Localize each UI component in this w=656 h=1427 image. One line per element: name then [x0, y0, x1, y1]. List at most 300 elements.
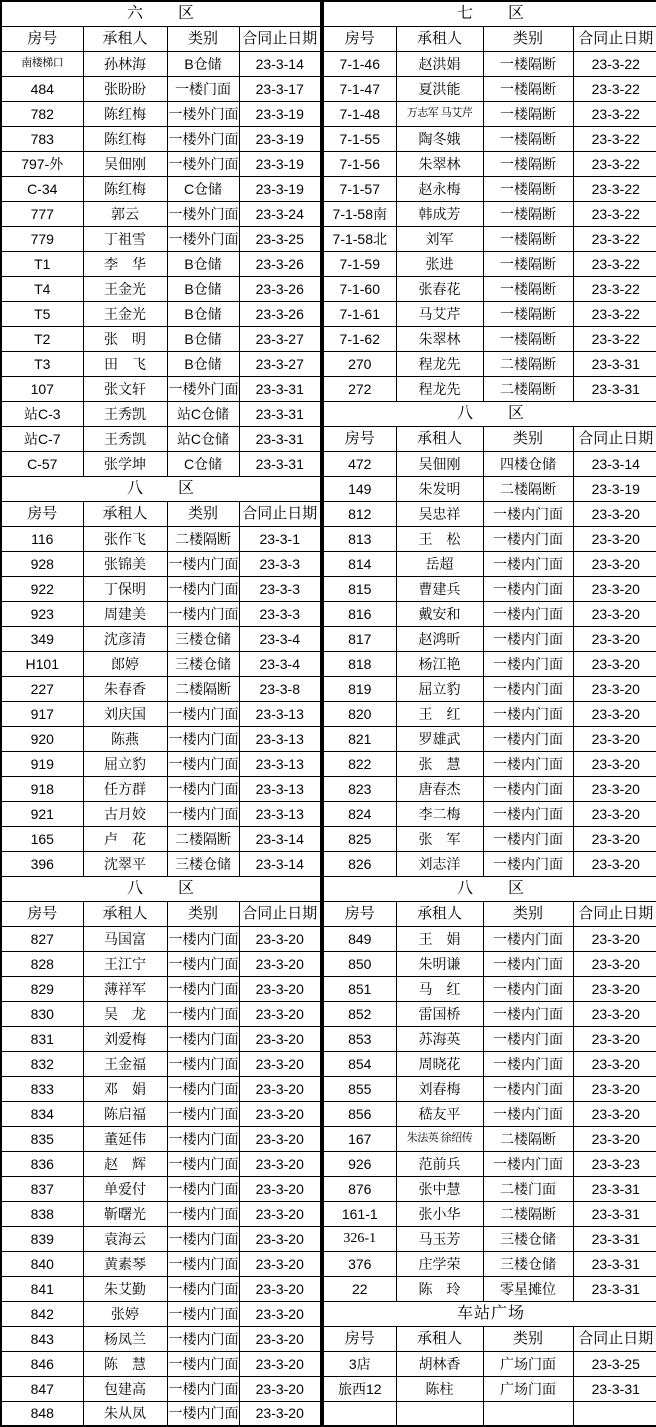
table-row	[1, 1301, 321, 1326]
section-title-row	[1, 1, 321, 26]
cell-contract-end-date: 23-3-31	[573, 376, 656, 401]
table-row	[1, 251, 321, 276]
cell-tenant-name: 曹建兵	[396, 576, 483, 601]
cell-room-number: 817	[323, 626, 396, 651]
table-row	[323, 1051, 656, 1076]
cell-tenant-name: 张 慧	[396, 751, 483, 776]
cell-contract-end-date: 23-3-31	[573, 1251, 656, 1276]
cell-room-number: 825	[323, 826, 396, 851]
cell-contract-end-date: 23-3-20	[239, 1001, 321, 1026]
column-header-row	[323, 26, 656, 51]
cell-room-number: 813	[323, 526, 396, 551]
cell-category: B仓储	[167, 351, 239, 376]
cell-room-number: 107	[1, 376, 83, 401]
cell-category: 一楼内门面	[167, 1301, 239, 1326]
column-header: 类别	[167, 901, 239, 926]
cell-tenant-name: 吴忠祥	[396, 501, 483, 526]
table-row	[323, 801, 656, 826]
cell-contract-end-date: 23-3-20	[239, 1076, 321, 1101]
cell-room-number: 876	[323, 1176, 396, 1201]
table-row	[1, 1001, 321, 1026]
cell-room-number: 831	[1, 1026, 83, 1051]
cell-room-number: 833	[1, 1076, 83, 1101]
cell-category: 一楼内门面	[483, 701, 573, 726]
cell-contract-end-date: 23-3-22	[573, 51, 656, 76]
cell-contract-end-date: 23-3-14	[239, 51, 321, 76]
cell-category: 一楼外门面	[167, 151, 239, 176]
cell-category: 一楼内门面	[167, 601, 239, 626]
cell-category: 三楼仓储	[483, 1226, 573, 1251]
cell-category: 广场门面	[483, 1376, 573, 1401]
cell-category: 一楼隔断	[483, 176, 573, 201]
cell-category: 二楼隔断	[483, 476, 573, 501]
cell-category: 一楼隔断	[483, 76, 573, 101]
cell-room-number: 837	[1, 1176, 83, 1201]
cell-tenant-name: 包建高	[83, 1376, 167, 1401]
table-row	[1, 1076, 321, 1101]
cell-tenant-name: 朱法英 徐绍传	[396, 1126, 483, 1151]
cell-tenant-name: 李 华	[83, 251, 167, 276]
cell-tenant-name: 靳曙光	[83, 1201, 167, 1226]
cell-tenant-name: 王金光	[83, 301, 167, 326]
table-row	[323, 776, 656, 801]
cell-contract-end-date: 23-3-14	[239, 851, 321, 876]
cell-contract-end-date: 23-3-31	[239, 426, 321, 451]
cell-contract-end-date: 23-3-24	[239, 201, 321, 226]
table-row	[1, 1326, 321, 1351]
cell-room-number: H101	[1, 651, 83, 676]
cell-room-number: 7-1-60	[323, 276, 396, 301]
cell-contract-end-date: 23-3-20	[573, 951, 656, 976]
cell-tenant-name: 朱明谦	[396, 951, 483, 976]
cell-tenant-name: 朱发明	[396, 476, 483, 501]
column-header: 类别	[483, 1326, 573, 1351]
cell-contract-end-date: 23-3-26	[239, 251, 321, 276]
cell-category: 一楼内门面	[167, 1001, 239, 1026]
cell-tenant-name: 张 军	[396, 826, 483, 851]
cell-room-number: C-34	[1, 176, 83, 201]
cell-tenant-name: 张锦美	[83, 551, 167, 576]
table-row	[323, 1401, 656, 1426]
cell-tenant-name: 张进	[396, 251, 483, 276]
cell-room-number: 849	[323, 926, 396, 951]
column-header: 合同止日期	[573, 901, 656, 926]
cell-room-number: 站C-7	[1, 426, 83, 451]
cell-room-number: 854	[323, 1051, 396, 1076]
cell-contract-end-date: 23-3-31	[239, 376, 321, 401]
cell-contract-end-date: 23-3-19	[573, 476, 656, 501]
cell-contract-end-date: 23-3-20	[573, 751, 656, 776]
cell-contract-end-date: 23-3-31	[573, 1176, 656, 1201]
cell-room-number: 921	[1, 801, 83, 826]
cell-room-number	[323, 1401, 396, 1426]
table-row	[1, 326, 321, 351]
cell-category: 一楼隔断	[483, 126, 573, 151]
cell-category: 一楼内门面	[483, 1001, 573, 1026]
table-row	[323, 1126, 656, 1151]
cell-category: 一楼内门面	[483, 576, 573, 601]
cell-category: 一楼内门面	[483, 726, 573, 751]
cell-contract-end-date: 23-3-20	[573, 526, 656, 551]
table-row	[1, 151, 321, 176]
cell-tenant-name: 古月姣	[83, 801, 167, 826]
cell-tenant-name: 张文轩	[83, 376, 167, 401]
section-title-row	[323, 401, 656, 426]
cell-tenant-name: 王金福	[83, 1051, 167, 1076]
cell-tenant-name: 马玉芳	[396, 1226, 483, 1251]
table-row	[323, 926, 656, 951]
cell-category: 一楼内门面	[483, 751, 573, 776]
table-row	[323, 1251, 656, 1276]
cell-room-number: T5	[1, 301, 83, 326]
table-row	[1, 401, 321, 426]
column-header: 类别	[167, 26, 239, 51]
cell-tenant-name: 陈红梅	[83, 126, 167, 151]
cell-contract-end-date: 23-3-19	[239, 176, 321, 201]
column-header: 房号	[1, 501, 83, 526]
cell-category: 一楼内门面	[167, 1076, 239, 1101]
cell-room-number: 848	[1, 1401, 83, 1426]
table-left	[0, 0, 322, 1427]
table-row	[323, 126, 656, 151]
table-row	[323, 551, 656, 576]
cell-room-number: 270	[323, 351, 396, 376]
cell-contract-end-date: 23-3-20	[239, 1026, 321, 1051]
cell-room-number: 779	[1, 226, 83, 251]
table-row	[323, 651, 656, 676]
cell-room-number: 376	[323, 1251, 396, 1276]
table-row	[1, 1201, 321, 1226]
column-header: 合同止日期	[573, 26, 656, 51]
cell-category: 站C仓储	[167, 401, 239, 426]
column-header-row	[1, 501, 321, 526]
column-header: 房号	[323, 901, 396, 926]
cell-category: 一楼内门面	[483, 551, 573, 576]
cell-contract-end-date: 23-3-20	[573, 826, 656, 851]
cell-room-number: 853	[323, 1026, 396, 1051]
cell-contract-end-date: 23-3-20	[239, 1276, 321, 1301]
cell-room-number: 823	[323, 776, 396, 801]
cell-room-number: 920	[1, 726, 83, 751]
cell-contract-end-date: 23-3-20	[239, 1376, 321, 1401]
cell-contract-end-date: 23-3-20	[573, 1051, 656, 1076]
cell-contract-end-date: 23-3-25	[239, 226, 321, 251]
cell-room-number: 821	[323, 726, 396, 751]
cell-tenant-name: 赵永梅	[396, 176, 483, 201]
cell-tenant-name: 朱春香	[83, 676, 167, 701]
cell-room-number: 7-1-61	[323, 301, 396, 326]
cell-tenant-name: 单爱付	[83, 1176, 167, 1201]
cell-category: 三楼仓储	[167, 851, 239, 876]
section-title: 六 区	[1, 1, 321, 26]
column-header: 承租人	[83, 26, 167, 51]
table-row	[1, 951, 321, 976]
cell-category: 一楼隔断	[483, 301, 573, 326]
table-row	[1, 451, 321, 476]
cell-category: 二楼隔断	[167, 526, 239, 551]
cell-category: 一楼隔断	[483, 326, 573, 351]
cell-category: 一楼内门面	[483, 1101, 573, 1126]
cell-tenant-name: 丁保明	[83, 576, 167, 601]
table-row	[323, 1201, 656, 1226]
cell-tenant-name: 周建美	[83, 601, 167, 626]
cell-tenant-name: 王江宁	[83, 951, 167, 976]
cell-tenant-name: 王 娟	[396, 926, 483, 951]
cell-tenant-name: 朱艾勤	[83, 1276, 167, 1301]
cell-tenant-name: 王秀凯	[83, 401, 167, 426]
cell-category: 一楼隔断	[483, 251, 573, 276]
column-header: 承租人	[396, 426, 483, 451]
section-title: 七 区	[323, 1, 656, 26]
section-title: 八 区	[1, 476, 321, 501]
cell-contract-end-date: 23-3-8	[239, 676, 321, 701]
cell-contract-end-date: 23-3-20	[573, 1101, 656, 1126]
cell-category: 零星摊位	[483, 1276, 573, 1301]
cell-contract-end-date: 23-3-31	[573, 1376, 656, 1401]
cell-tenant-name: 嵇友平	[396, 1101, 483, 1126]
cell-tenant-name: 邓 娟	[83, 1076, 167, 1101]
cell-tenant-name: 刘军	[396, 226, 483, 251]
cell-room-number: 828	[1, 951, 83, 976]
cell-tenant-name: 陈红梅	[83, 176, 167, 201]
table-row	[1, 1101, 321, 1126]
cell-room-number: 926	[323, 1151, 396, 1176]
column-header: 房号	[323, 26, 396, 51]
cell-contract-end-date: 23-3-20	[573, 676, 656, 701]
cell-category: 一楼内门面	[167, 926, 239, 951]
cell-contract-end-date: 23-3-20	[573, 1026, 656, 1051]
cell-tenant-name: 周晓花	[396, 1051, 483, 1076]
section-title: 八 区	[323, 401, 656, 426]
cell-tenant-name: 刘庆国	[83, 701, 167, 726]
cell-tenant-name: 卢 花	[83, 826, 167, 851]
cell-category: 一楼门面	[167, 76, 239, 101]
cell-contract-end-date: 23-3-22	[573, 126, 656, 151]
cell-contract-end-date: 23-3-20	[239, 1326, 321, 1351]
section-title-row	[1, 876, 321, 901]
cell-room-number: 旅西12	[323, 1376, 396, 1401]
cell-category: B仓储	[167, 51, 239, 76]
cell-room-number: 站C-3	[1, 401, 83, 426]
cell-category: 一楼内门面	[167, 1101, 239, 1126]
cell-tenant-name: 丁祖雪	[83, 226, 167, 251]
cell-tenant-name	[396, 1401, 483, 1426]
cell-category: 站C仓储	[167, 426, 239, 451]
table-row	[323, 751, 656, 776]
cell-category: 一楼内门面	[167, 1326, 239, 1351]
cell-contract-end-date: 23-3-26	[239, 301, 321, 326]
table-row	[1, 726, 321, 751]
cell-tenant-name: 王金光	[83, 276, 167, 301]
table-row	[323, 376, 656, 401]
cell-category: 一楼外门面	[167, 226, 239, 251]
cell-tenant-name: 沈翠平	[83, 851, 167, 876]
cell-contract-end-date: 23-3-22	[573, 226, 656, 251]
cell-room-number: 7-1-47	[323, 76, 396, 101]
column-header: 承租人	[396, 1326, 483, 1351]
table-row	[1, 76, 321, 101]
cell-category: 一楼外门面	[167, 376, 239, 401]
cell-room-number: 832	[1, 1051, 83, 1076]
table-row	[323, 1151, 656, 1176]
table-row	[1, 1126, 321, 1151]
cell-category: 三楼仓储	[167, 626, 239, 651]
cell-tenant-name: 朱翠林	[396, 326, 483, 351]
cell-room-number: T2	[1, 326, 83, 351]
cell-contract-end-date: 23-3-4	[239, 651, 321, 676]
section-title-row	[323, 1301, 656, 1326]
cell-category: 一楼内门面	[167, 801, 239, 826]
cell-contract-end-date: 23-3-20	[573, 1076, 656, 1101]
cell-contract-end-date: 23-3-3	[239, 551, 321, 576]
cell-tenant-name: 孙林海	[83, 51, 167, 76]
table-row	[1, 801, 321, 826]
cell-tenant-name: 苏海英	[396, 1026, 483, 1051]
cell-room-number: 829	[1, 976, 83, 1001]
cell-room-number: 326-1	[323, 1226, 396, 1251]
cell-category: 一楼内门面	[167, 1026, 239, 1051]
cell-tenant-name: 马艾芹	[396, 301, 483, 326]
table-row	[323, 851, 656, 876]
cell-room-number: 7-1-58北	[323, 226, 396, 251]
cell-room-number: 928	[1, 551, 83, 576]
table-row	[1, 701, 321, 726]
cell-category: 一楼内门面	[483, 676, 573, 701]
cell-room-number: 7-1-58南	[323, 201, 396, 226]
cell-contract-end-date: 23-3-14	[239, 826, 321, 851]
cell-contract-end-date: 23-3-20	[239, 976, 321, 1001]
table-row	[323, 1076, 656, 1101]
cell-category: 一楼内门面	[483, 626, 573, 651]
cell-contract-end-date: 23-3-20	[573, 1001, 656, 1026]
cell-room-number: 843	[1, 1326, 83, 1351]
cell-room-number: 819	[323, 676, 396, 701]
table-row	[1, 826, 321, 851]
cell-contract-end-date: 23-3-4	[239, 626, 321, 651]
cell-room-number: 839	[1, 1226, 83, 1251]
cell-room-number: 847	[1, 1376, 83, 1401]
table-row	[1, 51, 321, 76]
cell-category: 一楼内门面	[167, 576, 239, 601]
cell-category: 一楼内门面	[167, 1251, 239, 1276]
cell-category: 一楼内门面	[483, 776, 573, 801]
cell-category: 一楼隔断	[483, 101, 573, 126]
cell-contract-end-date: 23-3-20	[239, 1351, 321, 1376]
cell-contract-end-date: 23-3-20	[573, 601, 656, 626]
cell-room-number: 818	[323, 651, 396, 676]
cell-tenant-name: 陈 慧	[83, 1351, 167, 1376]
cell-contract-end-date: 23-3-20	[573, 626, 656, 651]
table-row	[323, 1001, 656, 1026]
cell-room-number: 167	[323, 1126, 396, 1151]
table-row	[1, 176, 321, 201]
cell-contract-end-date: 23-3-31	[239, 451, 321, 476]
cell-room-number: 851	[323, 976, 396, 1001]
table-row	[1, 426, 321, 451]
cell-category: 一楼内门面	[167, 951, 239, 976]
cell-tenant-name: 任方群	[83, 776, 167, 801]
table-row	[323, 501, 656, 526]
section-title: 车站广场	[323, 1301, 656, 1326]
table-row	[1, 526, 321, 551]
column-header: 承租人	[83, 901, 167, 926]
table-row	[323, 601, 656, 626]
cell-tenant-name: 戴安和	[396, 601, 483, 626]
cell-room-number: 814	[323, 551, 396, 576]
cell-room-number: 835	[1, 1126, 83, 1151]
table-row	[1, 1351, 321, 1376]
table-row	[323, 576, 656, 601]
cell-category: 二楼隔断	[483, 376, 573, 401]
cell-contract-end-date: 23-3-19	[239, 101, 321, 126]
table-row	[1, 376, 321, 401]
table-row	[323, 1376, 656, 1401]
cell-room-number: 南楼梯口	[1, 51, 83, 76]
cell-category: 一楼内门面	[483, 951, 573, 976]
cell-category: 一楼内门面	[167, 1151, 239, 1176]
cell-room-number: 7-1-48	[323, 101, 396, 126]
cell-room-number: 918	[1, 776, 83, 801]
cell-category: 一楼内门面	[167, 751, 239, 776]
column-header-row	[1, 26, 321, 51]
table-row	[323, 51, 656, 76]
cell-tenant-name: 程龙先	[396, 376, 483, 401]
cell-contract-end-date: 23-3-20	[573, 551, 656, 576]
cell-category: 一楼内门面	[167, 1376, 239, 1401]
cell-contract-end-date: 23-3-22	[573, 201, 656, 226]
cell-tenant-name: 张学坤	[83, 451, 167, 476]
cell-contract-end-date: 23-3-20	[573, 851, 656, 876]
cell-category: C仓储	[167, 176, 239, 201]
cell-room-number: 820	[323, 701, 396, 726]
cell-category: 一楼内门面	[167, 1201, 239, 1226]
table-row	[323, 826, 656, 851]
cell-contract-end-date: 23-3-22	[573, 151, 656, 176]
table-row	[323, 251, 656, 276]
cell-room-number: 812	[323, 501, 396, 526]
table-row	[1, 576, 321, 601]
cell-category: 一楼内门面	[167, 976, 239, 1001]
cell-room-number: 822	[323, 751, 396, 776]
cell-tenant-name: 刘爱梅	[83, 1026, 167, 1051]
cell-room-number: 824	[323, 801, 396, 826]
table-left-body	[1, 1, 321, 1426]
table-row	[323, 351, 656, 376]
cell-contract-end-date: 23-3-20	[573, 501, 656, 526]
cell-contract-end-date: 23-3-25	[573, 1351, 656, 1376]
table-row	[1, 1276, 321, 1301]
cell-category: 一楼内门面	[483, 926, 573, 951]
table-row	[1, 1376, 321, 1401]
cell-tenant-name: 沈彦清	[83, 626, 167, 651]
cell-room-number: 7-1-62	[323, 326, 396, 351]
cell-contract-end-date: 23-3-26	[239, 276, 321, 301]
cell-contract-end-date: 23-3-19	[239, 126, 321, 151]
cell-tenant-name: 陈 玲	[396, 1276, 483, 1301]
cell-tenant-name: 王秀凯	[83, 426, 167, 451]
column-header: 类别	[167, 501, 239, 526]
table-row	[1, 776, 321, 801]
column-header: 承租人	[396, 26, 483, 51]
table-row	[1, 1051, 321, 1076]
cell-contract-end-date: 23-3-14	[573, 451, 656, 476]
table-right	[322, 0, 656, 1427]
cell-contract-end-date: 23-3-13	[239, 776, 321, 801]
cell-contract-end-date: 23-3-22	[573, 76, 656, 101]
cell-category: 一楼内门面	[167, 1126, 239, 1151]
table-row	[1, 276, 321, 301]
cell-tenant-name: 马国富	[83, 926, 167, 951]
